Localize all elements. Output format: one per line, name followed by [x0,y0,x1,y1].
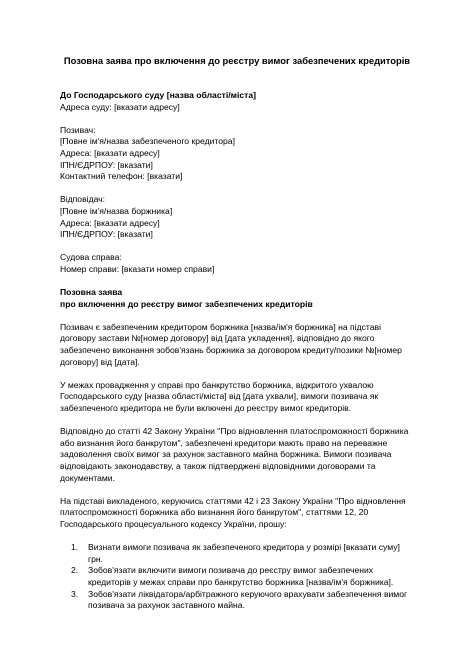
plaintiff-phone: Контактний телефон: [вказати] [60,171,183,182]
paragraph-line: платоспроможності боржника або визнання його банкрутом", статтями 12, 20 [60,507,369,518]
section-heading [60,287,414,310]
paragraph-line: забезпечено виконання зобов'язань боржника за договором кредиту/позики №[номер [60,345,402,356]
request-line: кредиторів у межах справи про банкрутство боржника [назва/ім'я боржника]. [88,576,394,587]
defendant-label: Відповідач: [60,194,106,205]
plaintiff-label: Позивач: [60,124,96,135]
request-line: позивача за рахунок заставного майна. [88,600,245,611]
request-line: грн. [88,553,104,564]
request-item-1 [71,542,414,565]
request-item-3 [71,588,414,612]
paragraph-1 [60,322,414,368]
request-line: Визнати вимоги позивача як забезпеченого кредитора у розмірі [вказати суму] [88,542,400,553]
court-block [60,90,414,113]
paragraph-line: Господарського процесуального кодексу України, прошу: [60,518,287,529]
plaintiff-id: ІПН/ЄДРПОУ: [вказати] [60,159,153,170]
paragraph-2 [60,380,414,415]
court-name: До Господарського суду [назва області/міста] [60,90,256,100]
defendant-block [60,194,414,240]
request-list [60,542,414,612]
request-item-2 [71,565,414,588]
defendant-id: ІПН/ЄДРПОУ: [вказати] [60,229,153,240]
paragraph-line: На підставі викладеного, керуючись статтями 42 і 23 Закону України "Про відновлення [60,495,406,506]
paragraph-line: Відповідно до статті 42 Закону України "Про відновлення платоспроможності боржника [60,426,409,437]
defendant-address: Адреса: [вказати адресу] [60,217,160,228]
paragraph-line: або визнання його банкрутом", забезпечені кредитори мають право на переважне [60,437,388,448]
request-line: Зобов'язати ліквідатора/арбітражного керуючого врахувати забезпечення вимог [88,588,408,599]
paragraph-line: документами. [60,472,115,483]
plaintiff-name: [Повне ім'я/назва забезпеченого кредитора] [60,136,235,147]
paragraph-line: забезпеченого кредитора не були включені до реєстру вимог кредиторів. [60,403,352,414]
case-number: Номер справи: [вказати номер справи] [60,263,215,274]
heading-line-2: про включення до реєстру вимог забезпечених кредиторів [60,298,313,309]
court-address: Адреса суду: [вказати адресу] [60,101,180,112]
plaintiff-block [60,125,414,183]
plaintiff-address: Адреса: [вказати адресу] [60,147,160,158]
paragraph-4 [60,496,414,531]
request-number: 2. [71,565,79,576]
request-line: Зобов'язати включити вимоги позивача до реєстру вимог забезпечених [88,565,374,576]
paragraph-line: Позивач є забезпеченим кредитором боржника [назва/ім'я боржника] на підставі [60,321,381,332]
case-label: Судова справа: [60,252,122,263]
paragraph-line: У межах провадження у справі про банкрутство боржника, відкритого ухвалою [60,379,374,390]
heading-line-1: Позовна заява [60,287,123,298]
paragraph-line: договору] від [дата]. [60,356,140,367]
paragraph-3 [60,426,414,484]
paragraph-line: договору застави №[номер договору] від [дата укладення], відповідно до якого [60,333,375,344]
paragraph-line: відповідають законодавству, а також підтверджені відповідними договорами та [60,461,376,471]
paragraph-line: задоволення своїх вимог за рахунок заставного майна боржника. Вимоги позивача [60,449,392,460]
defendant-name: [Повне ім'я/назва боржника] [60,205,173,216]
case-block [60,252,414,275]
document-title: Позовна заява про включення до реєстру вимог забезпечених кредиторів [63,55,411,66]
request-number: 1. [71,542,79,553]
paragraph-line: Господарського суду [назва області/міста] від [дата ухвали], вимоги позивача як [60,391,379,402]
request-number: 3. [71,588,79,599]
